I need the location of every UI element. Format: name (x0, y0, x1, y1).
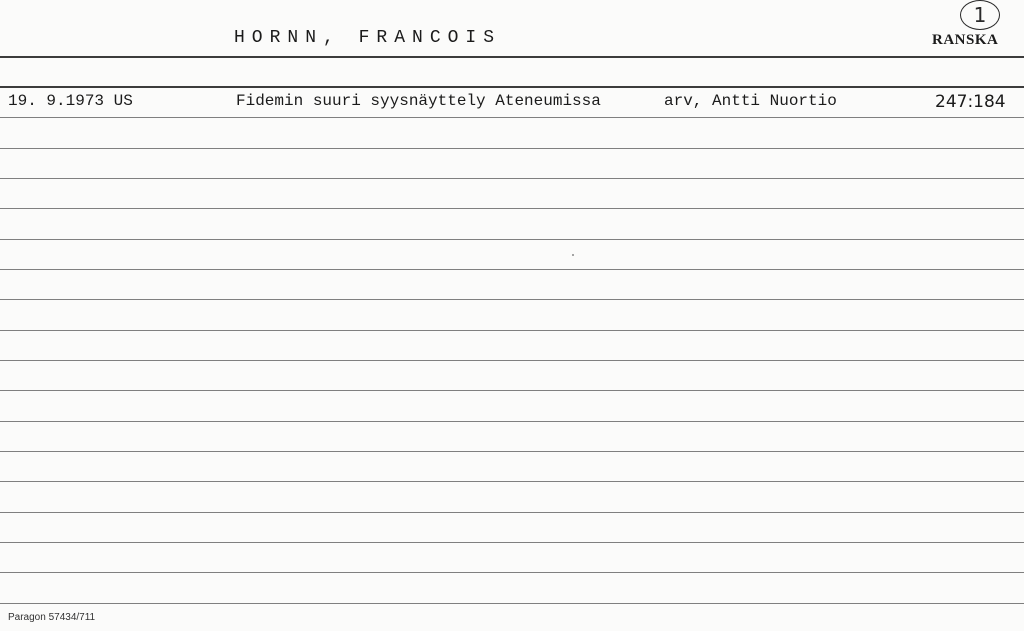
ruled-line (0, 330, 1024, 331)
ruled-line (0, 117, 1024, 118)
ruled-line (0, 542, 1024, 543)
ruled-line (0, 269, 1024, 270)
ruled-line (0, 299, 1024, 300)
entry-title: Fidemin suuri syysnäyttely Ateneumissa (236, 92, 601, 110)
ruled-line (0, 421, 1024, 422)
ruled-line (0, 239, 1024, 240)
header-country: RANSKA (932, 32, 999, 48)
ruled-line (0, 451, 1024, 452)
entry-reference: 247:184 (935, 92, 1006, 112)
ruled-line (0, 208, 1024, 209)
paper-speck (572, 254, 574, 256)
entry-top-rule (0, 86, 1024, 88)
ruled-line (0, 360, 1024, 361)
ruled-line (0, 603, 1024, 604)
entry-date: 19. 9.1973 US (8, 92, 133, 110)
ruled-line (0, 512, 1024, 513)
header-rule (0, 56, 1024, 58)
ruled-line (0, 178, 1024, 179)
entry-author: arv, Antti Nuortio (664, 92, 837, 110)
printer-imprint: Paragon 57434/711 (8, 612, 96, 623)
ruled-line (0, 481, 1024, 482)
ruled-line (0, 572, 1024, 573)
card-number-circle: 1 (960, 0, 1000, 30)
ruled-line (0, 148, 1024, 149)
ruled-line (0, 390, 1024, 391)
header-name: HORNN, FRANCOIS (234, 28, 502, 48)
